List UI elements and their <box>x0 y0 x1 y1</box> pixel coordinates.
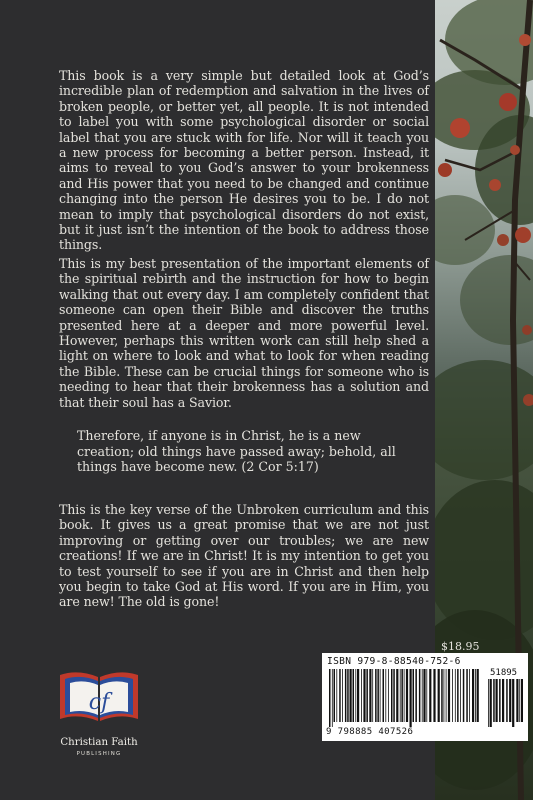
description-paragraph-3: This is the key verse of the Unbroken curriculum and this book. It gives us a great promise that we are not just improving or getting over our troubles; we are new creations! If we are in Christ! It is my intention to get you to test yourself to see if you are in Christ and then help you begin to take God at His word. If you are in Him, you are new! The old is gone! <box>59 502 429 610</box>
barcode-bar <box>422 669 423 722</box>
barcode-bar <box>380 669 381 722</box>
barcode-bar <box>438 669 440 722</box>
publisher-logo <box>54 665 144 741</box>
barcode-bar <box>490 679 492 727</box>
barcode-bar <box>477 669 479 722</box>
barcode-bar <box>366 669 368 722</box>
description-paragraph-2: This is my best presentation of the important elements of the spiritual rebirth and the instruction for how to begin walking that out every day. I am completely confident that someone can open their Bible and discover the truths presented here at a deeper and more powerful level. However, perhaps this written work can still help shed a light on where to look and what to look for when reading the Bible. These can be crucial things for someone who is needing to hear that their brokenness has a solution and that their soul has a Savior. <box>59 256 429 410</box>
barcode-bar <box>401 669 403 722</box>
barcode-bar <box>334 669 336 722</box>
barcode-bar <box>329 669 331 727</box>
barcode-bar <box>460 669 461 722</box>
barcode-bar <box>475 669 476 722</box>
barcode-bar <box>496 679 498 722</box>
barcode-bar <box>332 669 333 727</box>
barcode-bar <box>506 679 508 722</box>
barcode-bar <box>455 669 456 722</box>
barcode-bar <box>499 679 501 722</box>
barcode-bar <box>509 679 511 722</box>
barcode-bar <box>404 669 405 722</box>
barcode-bar <box>516 679 518 722</box>
barcode-bar <box>519 679 520 722</box>
barcode-bars <box>328 669 480 727</box>
barcode-bar <box>353 669 355 722</box>
barcode-bar <box>457 669 459 722</box>
barcode-bar <box>375 669 377 722</box>
description-paragraph-1: This book is a very simple but detailed look at God’s incredible plan of redemption and salvation in the lives of broken people, or better yet, all people. It is not intended to label you with some psychological disorder or social label that you are stuck with for life. Nor will it teach you a new process for becoming a better person. Instead, it aims to reveal to you God’s answer to your brokenness and His power that you need to be changed and continue changing into the person He desires you to be. I do not mean to imply that psychological disorders do not exist, but it just isn’t the intention of the book to address those things. <box>59 68 429 253</box>
barcode-bar <box>426 669 427 722</box>
barcode-bar <box>512 679 514 727</box>
barcode-bar <box>452 669 453 722</box>
barcode-bar <box>444 669 445 722</box>
barcode-bar <box>363 669 365 722</box>
barcode-bar <box>385 669 386 722</box>
barcode-bar <box>415 669 417 722</box>
price-code: 51895 <box>490 668 518 678</box>
isbn-label: ISBN 979-8-88540-752-6 <box>327 656 461 667</box>
barcode-bar <box>383 669 385 722</box>
barcode-bar <box>369 669 371 722</box>
barcode-bar <box>396 669 398 722</box>
barcode-bar <box>433 669 435 722</box>
barcode-bar <box>345 669 347 722</box>
barcode-bar <box>357 669 359 722</box>
barcode-bar <box>429 669 431 722</box>
barcode-bar <box>377 669 379 722</box>
barcode-bar <box>441 669 443 722</box>
barcode-bar <box>339 669 341 722</box>
barcode-addon-bars <box>487 679 523 727</box>
barcode-bar <box>423 669 425 722</box>
publisher-name: Christian Faith <box>60 737 138 748</box>
publisher-subtitle: PUBLISHING <box>76 751 122 757</box>
barcode-bar <box>342 669 343 722</box>
open-book-icon <box>54 665 144 725</box>
barcode-bar <box>391 669 393 722</box>
barcode-bar <box>355 669 356 722</box>
barcode-bar <box>410 669 412 727</box>
price-label: $18.95 <box>441 640 480 653</box>
barcode-bar <box>446 669 447 722</box>
barcode-bar <box>413 669 415 722</box>
barcode-bar <box>347 669 349 722</box>
barcode-bar <box>466 669 468 722</box>
barcode-bar <box>372 669 373 722</box>
barcode-bar <box>419 669 421 722</box>
barcode-bar <box>521 679 523 722</box>
isbn-barcode <box>322 653 528 741</box>
barcode-bar <box>469 669 470 722</box>
barcode-bar <box>361 669 362 722</box>
barcode-bar <box>463 669 465 722</box>
barcode-bar <box>472 669 474 722</box>
barcode-bar <box>448 669 450 722</box>
barcode-bar <box>393 669 395 722</box>
barcode-bar <box>388 669 389 722</box>
barcode-bar <box>406 669 408 722</box>
barcode-bar <box>400 669 401 722</box>
barcode-bar <box>488 679 489 727</box>
logo-letters: cf <box>88 690 110 715</box>
barcode-bar <box>336 669 337 722</box>
barcode-bar <box>350 669 352 722</box>
isbn-digits: 9 798885 407526 <box>326 727 414 737</box>
scripture-quote: Therefore, if anyone is in Christ, he is a new creation; old things have passed away; behold, all things have become new. (2 Cor 5:17) <box>77 428 396 475</box>
barcode-bar <box>493 679 495 722</box>
barcode-bar <box>502 679 504 722</box>
